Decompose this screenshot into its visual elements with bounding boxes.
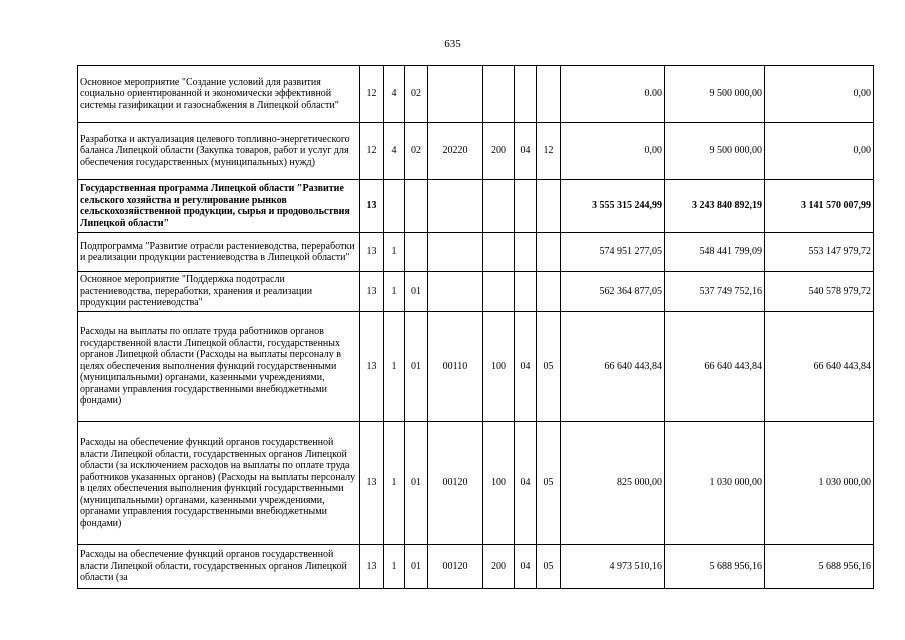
code-subprogram-cell: 1: [384, 233, 405, 272]
code-section-cell: [515, 272, 537, 312]
amount-year2-cell: 9 500 000,00: [665, 123, 765, 180]
code-subsection-cell: [537, 272, 561, 312]
code-event-cell: 01: [405, 312, 428, 422]
code-section-cell: [515, 233, 537, 272]
code-subsection-cell: 05: [537, 422, 561, 545]
row-name-cell: Разработка и актуализация целевого топливно-энергетического баланса Липецкой области (Закупка товаров, работ и услуг для обеспечения государственных (муниципальных) нужд): [78, 123, 360, 180]
code-section-cell: 04: [515, 422, 537, 545]
code-section-cell: 04: [515, 312, 537, 422]
row-name-cell: Государственная программа Липецкой области "Развитие сельского хозяйства и регулирование рынков сельскохозяйственной продукции, сырья и продовольствия Липецкой области": [78, 180, 360, 233]
code-event-cell: 01: [405, 545, 428, 589]
row-name-cell: Основное мероприятие "Поддержка подотрасли растениеводства, переработки, хранения и реализации продукции растениеводства": [78, 272, 360, 312]
row-name-cell: Расходы на обеспечение функций органов государственной власти Липецкой области, государственных органов Липецкой области (за исключением расходов на выплаты по оплате труда работников указанных органов) (Расходы на выплаты персоналу в целях обеспечения выполнения функций государственными (муниципальными) органами, казенными учреждениями, органами управления государственными внебюджетными фондами): [78, 422, 360, 545]
amount-year2-cell: 66 640 443,84: [665, 312, 765, 422]
code-section-cell: [515, 180, 537, 233]
amount-year2-cell: 1 030 000,00: [665, 422, 765, 545]
table-row: [78, 66, 874, 123]
row-name-cell: Расходы на выплаты по оплате труда работников органов государственной власти Липецкой области, государственных органов Липецкой области (Расходы на выплаты персоналу в целях обеспечения выполнения функций государственными (муниципальными) органами, казенными учреждениями, органами управления государственными внебюджетными фондами): [78, 312, 360, 422]
amount-year1-cell: 562 364 877,05: [561, 272, 665, 312]
amount-year3-cell: 540 578 979,72: [765, 272, 874, 312]
code-event-cell: 02: [405, 123, 428, 180]
code-subsection-cell: 12: [537, 123, 561, 180]
code-event-cell: [405, 180, 428, 233]
code-program-cell: 12: [360, 66, 384, 123]
amount-year3-cell: 0,00: [765, 123, 874, 180]
code-subsection-cell: [537, 66, 561, 123]
code-expense-type-cell: [483, 272, 515, 312]
code-direction-cell: 20220: [428, 123, 483, 180]
amount-year3-cell: 5 688 956,16: [765, 545, 874, 589]
budget-table: [77, 65, 874, 589]
code-direction-cell: 00120: [428, 545, 483, 589]
row-name-cell: Основное мероприятие "Создание условий для развития социально ориентированной и экономически эффективной системы газификации и газоснабжения в Липецкой области": [78, 66, 360, 123]
code-section-cell: [515, 66, 537, 123]
amount-year3-cell: 1 030 000,00: [765, 422, 874, 545]
code-subsection-cell: [537, 180, 561, 233]
table-row: [78, 180, 874, 233]
code-expense-type-cell: [483, 233, 515, 272]
amount-year1-cell: 825 000,00: [561, 422, 665, 545]
code-program-cell: 13: [360, 545, 384, 589]
code-expense-type-cell: 200: [483, 545, 515, 589]
code-subsection-cell: 05: [537, 545, 561, 589]
amount-year2-cell: 548 441 799,09: [665, 233, 765, 272]
code-subprogram-cell: 1: [384, 545, 405, 589]
code-direction-cell: [428, 180, 483, 233]
amount-year2-cell: 9 500 000,00: [665, 66, 765, 123]
amount-year1-cell: 4 973 510,16: [561, 545, 665, 589]
code-subprogram-cell: [384, 180, 405, 233]
code-event-cell: 01: [405, 272, 428, 312]
code-program-cell: 13: [360, 180, 384, 233]
table-row: [78, 233, 874, 272]
code-expense-type-cell: 200: [483, 123, 515, 180]
code-direction-cell: 00120: [428, 422, 483, 545]
code-subprogram-cell: 4: [384, 66, 405, 123]
row-name-cell: Подпрограмма "Развитие отрасли растениеводства, переработки и реализации продукции растениеводства в Липецкой области": [78, 233, 360, 272]
table-row: [78, 123, 874, 180]
table-row: [78, 545, 874, 589]
code-event-cell: 02: [405, 66, 428, 123]
amount-year2-cell: 5 688 956,16: [665, 545, 765, 589]
page-number: 635: [444, 38, 461, 50]
code-event-cell: [405, 233, 428, 272]
code-expense-type-cell: 100: [483, 312, 515, 422]
table-body: [78, 66, 874, 589]
amount-year1-cell: 66 640 443,84: [561, 312, 665, 422]
code-subprogram-cell: 1: [384, 272, 405, 312]
table-row: [78, 422, 874, 545]
amount-year1-cell: 0.00: [561, 66, 665, 123]
amount-year1-cell: 574 951 277,05: [561, 233, 665, 272]
table-row: [78, 312, 874, 422]
code-program-cell: 13: [360, 272, 384, 312]
amount-year3-cell: 553 147 979,72: [765, 233, 874, 272]
row-name-cell: Расходы на обеспечение функций органов государственной власти Липецкой области, государственных органов Липецкой области (за: [78, 545, 360, 589]
code-section-cell: 04: [515, 123, 537, 180]
code-expense-type-cell: [483, 180, 515, 233]
amount-year3-cell: 66 640 443,84: [765, 312, 874, 422]
amount-year1-cell: 0,00: [561, 123, 665, 180]
code-subprogram-cell: 1: [384, 422, 405, 545]
code-direction-cell: 00110: [428, 312, 483, 422]
amount-year3-cell: 3 141 570 007,99: [765, 180, 874, 233]
code-program-cell: 13: [360, 422, 384, 545]
code-direction-cell: [428, 233, 483, 272]
code-event-cell: 01: [405, 422, 428, 545]
code-program-cell: 13: [360, 312, 384, 422]
amount-year2-cell: 537 749 752,16: [665, 272, 765, 312]
code-expense-type-cell: 100: [483, 422, 515, 545]
code-subsection-cell: 05: [537, 312, 561, 422]
code-direction-cell: [428, 66, 483, 123]
amount-year1-cell: 3 555 315 244,99: [561, 180, 665, 233]
code-direction-cell: [428, 272, 483, 312]
code-subprogram-cell: 4: [384, 123, 405, 180]
amount-year3-cell: 0,00: [765, 66, 874, 123]
code-program-cell: 12: [360, 123, 384, 180]
code-program-cell: 13: [360, 233, 384, 272]
code-expense-type-cell: [483, 66, 515, 123]
amount-year2-cell: 3 243 840 892,19: [665, 180, 765, 233]
code-subprogram-cell: 1: [384, 312, 405, 422]
code-section-cell: 04: [515, 545, 537, 589]
code-subsection-cell: [537, 233, 561, 272]
table-row: [78, 272, 874, 312]
